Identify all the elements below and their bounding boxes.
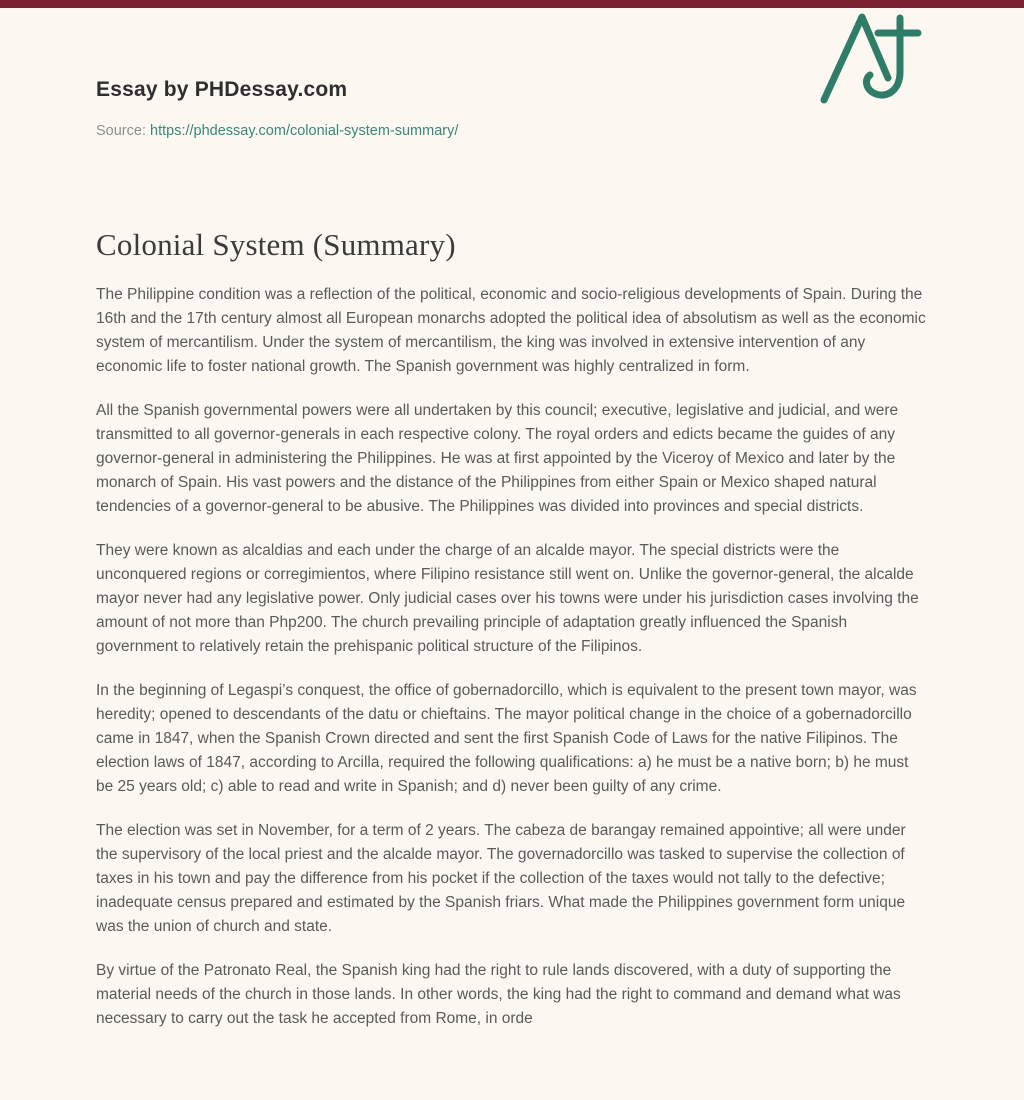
source-link[interactable]: https://phdessay.com/colonial-system-summary/ <box>150 123 459 139</box>
source-label: Source: <box>96 123 146 139</box>
page-header <box>96 8 928 139</box>
essay-paragraph-6: By virtue of the Patronato Real, the Spanish king had the right to rule lands discovered, with a duty of supporting the material needs of the church in those lands. In other words, the king had the right to command and demand what was necessary to carry out the task he accepted from Rome, in orde <box>96 962 901 1027</box>
page-title: Colonial System (Summary) <box>96 227 456 262</box>
site-byline: Essay by PHDessay.com <box>96 78 348 101</box>
essay-paragraph-1: The Philippine condition was a reflection of the political, economic and socio-religious developments of Spain. During the 16th and the 17th century almost all European monarchs adopted the political idea of absolutism as well as the economic system of mercantilism. Under the system of mercantilism, the king was involved in extensive intervention of any economic life to foster national growth. The Spanish government was highly centralized in form. <box>96 286 926 375</box>
essay-paragraph-4: In the beginning of Legaspi’s conquest, the office of gobernadorcillo, which is equivalent to the present town mayor, was heredity; opened to descendants of the datu or chieftains. The mayor political change in the choice of a gobernadorcillo came in 1847, when the Spanish Crown directed and sent the first Spanish Code of Laws for the native Filipinos. The election laws of 1847, according to Arcilla, required the following qualifications: a) he must be a native born; b) he must be 25 years old; c) able to read and write in Spanish; and d) never been guilty of any crime. <box>96 682 917 795</box>
top-accent-bar <box>0 0 1024 8</box>
phdessay-logo-icon <box>816 10 928 104</box>
source-line <box>96 123 928 139</box>
essay-article <box>96 283 928 1031</box>
essay-paragraph-5: The election was set in November, for a term of 2 years. The cabeza de barangay remained appointive; all were under the supervisory of the local priest and the alcalde mayor. The governadorcillo was tasked to supervise the collection of taxes in his town and pay the difference from his pocket if the collection of the taxes would not tally to the defective; inadequate census prepared and estimated by the Spanish friars. What made the Philippines government form unique was the union of church and state. <box>96 822 906 935</box>
logo-a-stroke <box>824 17 888 100</box>
essay-page <box>0 8 1024 1031</box>
essay-paragraph-3: They were known as alcaldias and each under the charge of an alcalde mayor. The special districts were the unconquered regions or corregimientos, where Filipino resistance still went on. Unlike the governor-general, the alcalde mayor never had any legislative power. Only judicial cases over his towns were under his jurisdiction cases involving the amount of not more than Php200. The church prevailing principle of adaptation greatly influenced the Spanish government to relatively retain the prehispanic political structure of the Filipinos. <box>96 542 919 655</box>
essay-paragraph-2: All the Spanish governmental powers were all undertaken by this council; executive, legislative and judicial, and were transmitted to all governor-generals in each respective colony. The royal orders and edicts became the guides of any governor-general in administering the Philippines. He was at first appointed by the Viceroy of Mexico and later by the monarch of Spain. His vast powers and the distance of the Philippines from either Spain or Mexico shaped natural tendencies of a governor-general to be abusive. The Philippines was divided into provinces and special districts. <box>96 402 899 515</box>
